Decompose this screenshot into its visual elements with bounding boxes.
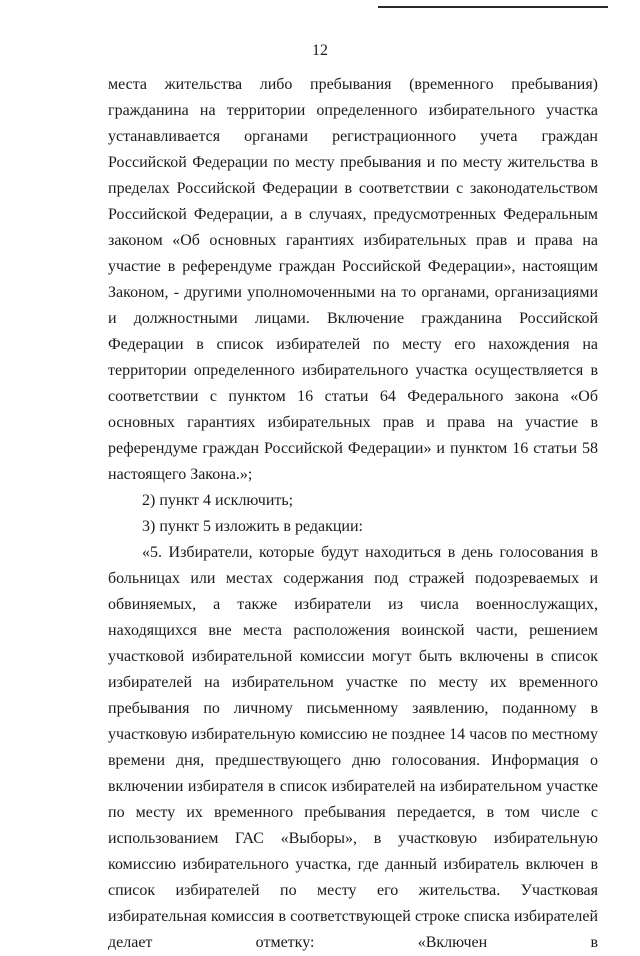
paragraph-clause-5: «5. Избиратели, которые будут находиться в день голосования в больницах или местах содержания под стражей подозреваемых и обвиняемых, а также избиратели из числа военнослужащих, находящихся вне места расположения воинской части, решением участковой избирательной комиссии могут быть включены в список избирателей на избирательном участке по месту их временного пребывания по личному письменному заявлению, поданному в участковую избирательную комиссию не позднее 14 часов по местному времени дня, предшествующего дню голосования. Информация о включении избирателя в список избирателей на избирательном участке по месту их временного пребывания передается, в том числе с использованием ГАС «Выборы», в участковую избирательную комиссию избирательного участка, где данный избиратель включен в список избирателей по месту его жительства. Участковая избирательная комиссия в соответствующей строке списка избирателей делает отметку: «Включен в [108, 544, 598, 951]
paragraph-continuation: места жительства либо пребывания (временного пребывания) гражданина на территории определенного избирательного участка устанавливается органами регистрационного учета граждан Российской Федерации по месту пребывания и по месту жительства в пределах Российской Федерации в соответствии с законодательством Российской Федерации, а в случаях, предусмотренных Федеральным законом «Об основных гарантиях избирательных прав и права на участие в референдуме граждан Российской Федерации», настоящим Законом, - другими уполномоченными на то органами, организациями и должностными лицами. Включение гражданина Российской Федерации в список избирателей по месту его нахождения на территории определенного избирательного участка осуществляется в соответствии с пунктом 16 статьи 64 Федерального закона «Об основных гарантиях избирательных прав и права на участие в референдуме граждан Российской Федерации» и пунктом 16 статьи 58 настоящего Закона.»; [108, 76, 598, 483]
document-body [108, 72, 598, 956]
paragraph-item-3: 3) пункт 5 изложить в редакции: [142, 518, 363, 535]
paragraph-item-2: 2) пункт 4 исключить; [142, 492, 294, 509]
page-number: 12 [312, 42, 328, 59]
scan-artifact-line [378, 6, 608, 8]
